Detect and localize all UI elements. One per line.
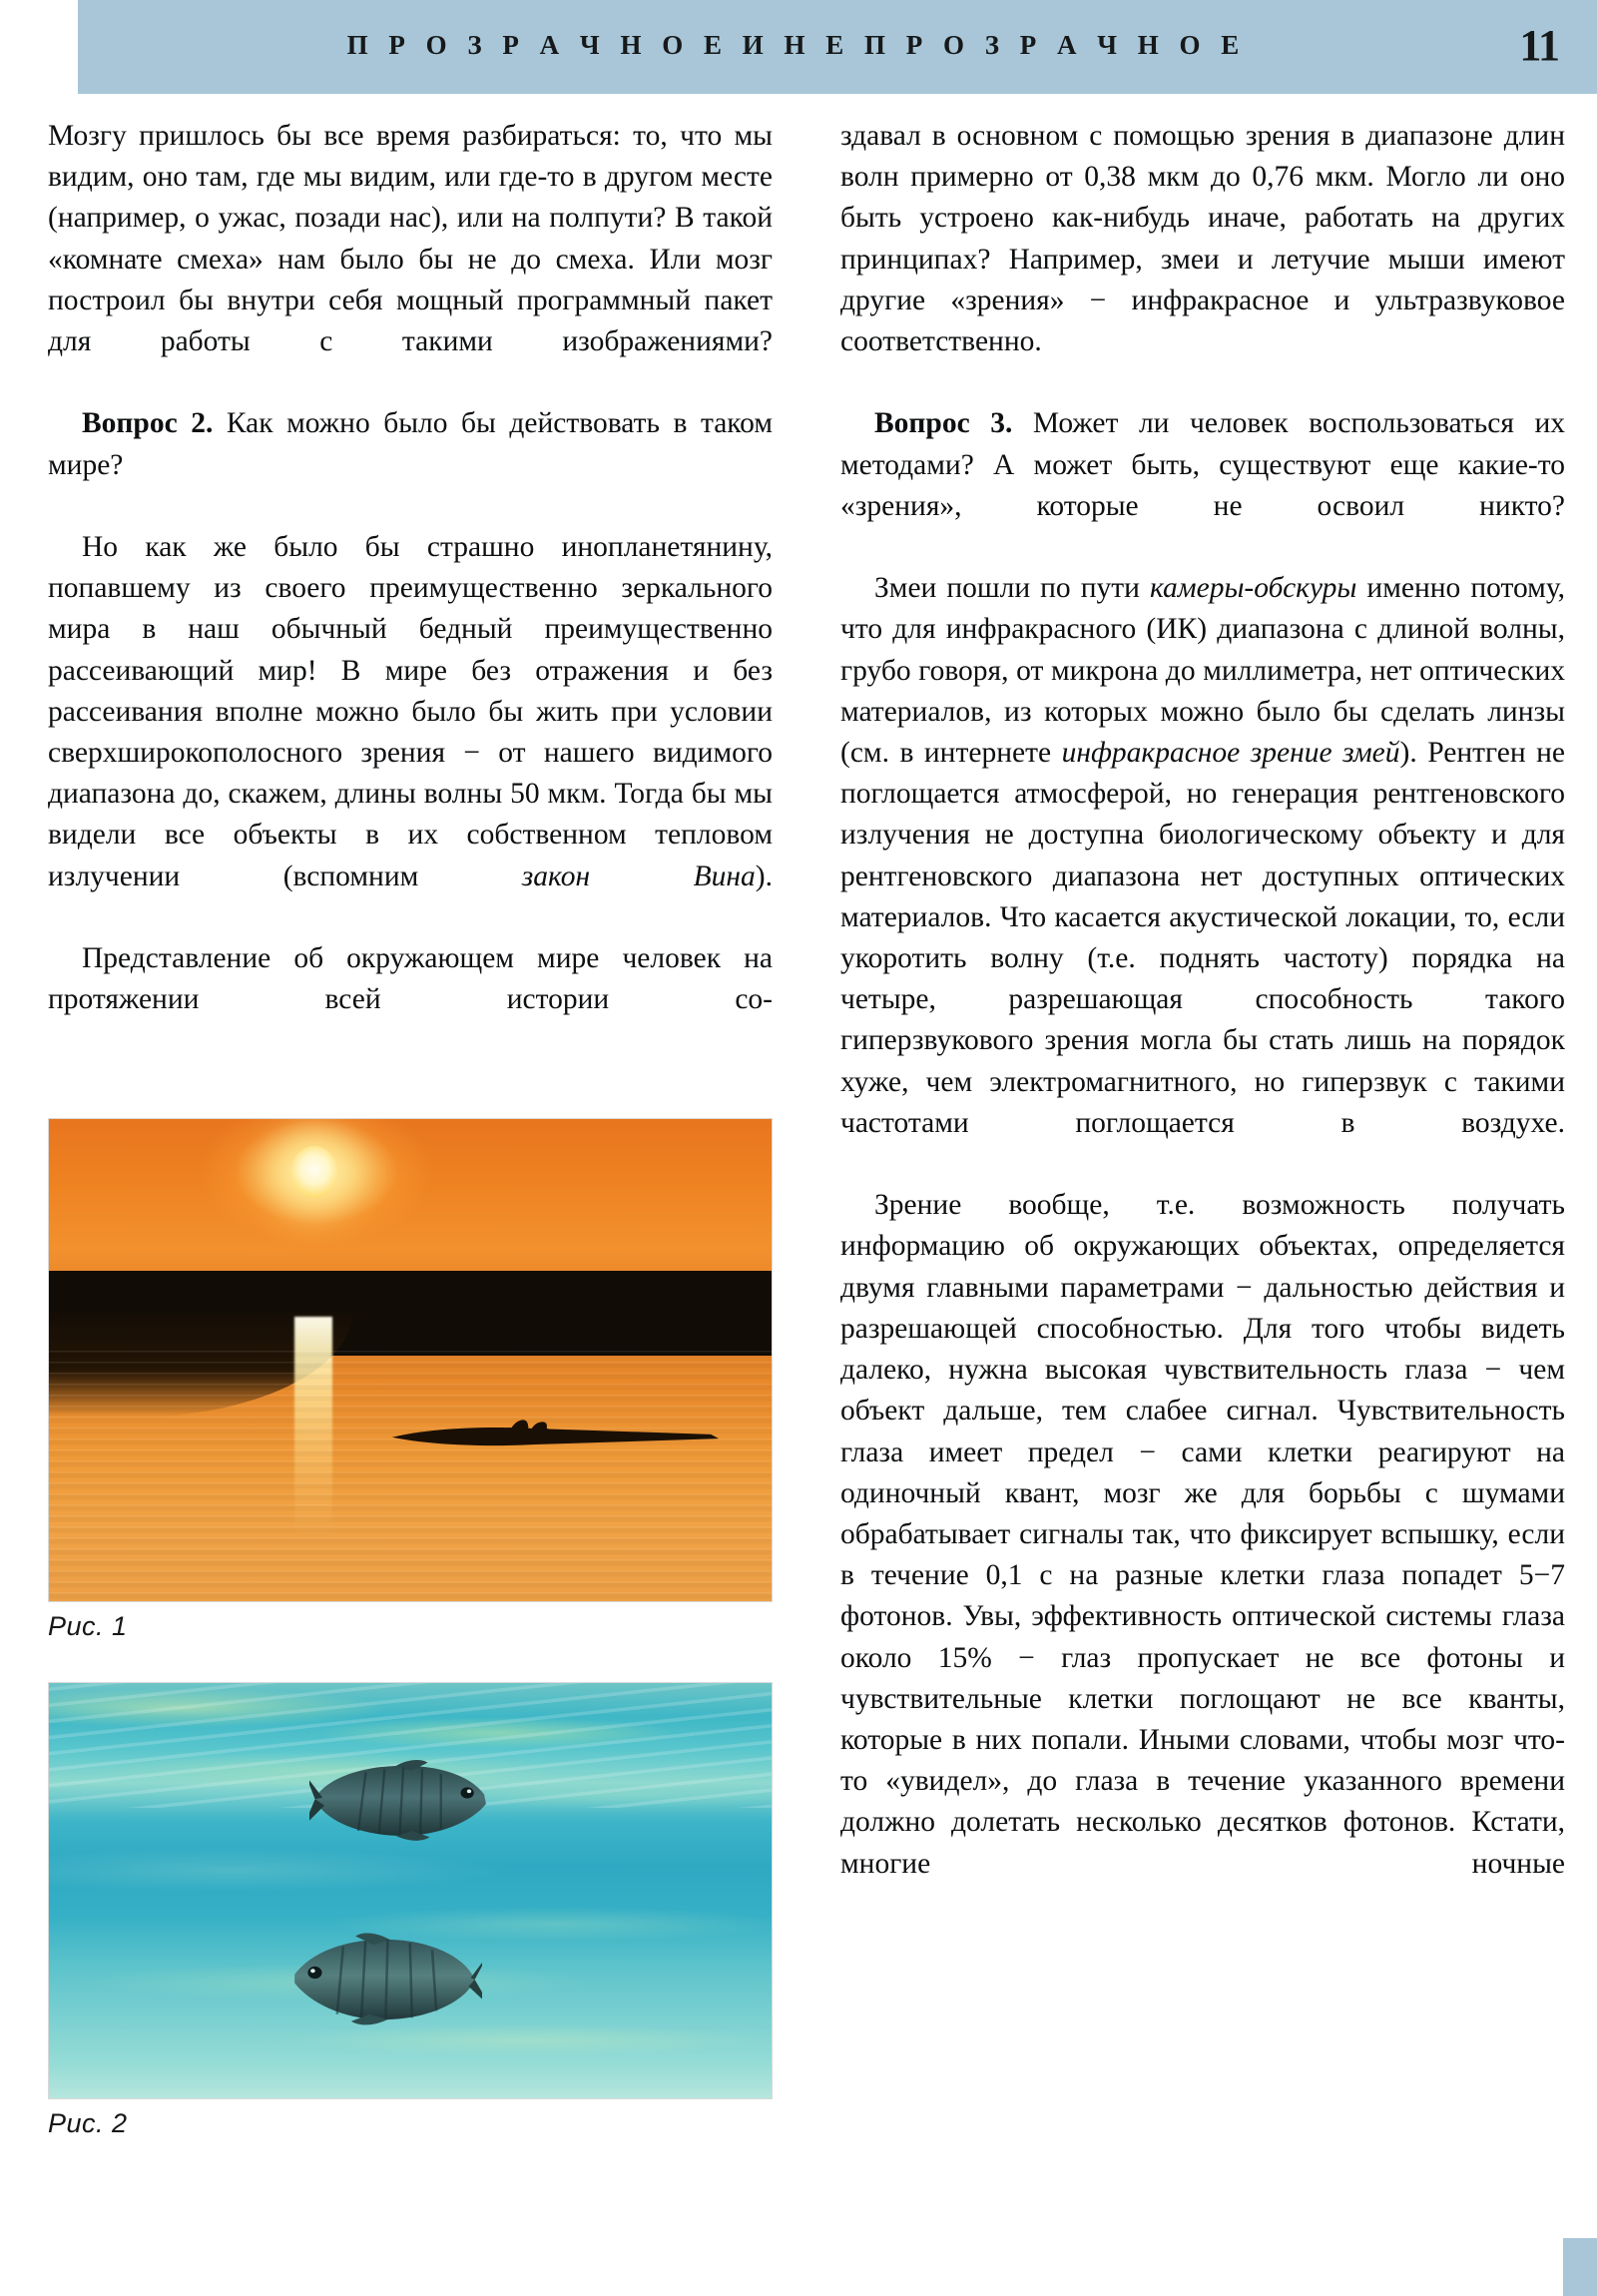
paragraph-head: Змеи пошли по пути: [874, 572, 1150, 605]
paragraph-vision-parameters: [840, 1185, 1565, 1926]
paragraph-text: Зрение вообще, т.е. возможность получать информацию об окружающих объектах, определяется двумя главными параметрами − дальностью действия и разрешающей способностью. Для того чтобы видеть далеко, нужна высокая чувствительность глаза − чем объект дальше, тем слабее сигнал. Чувствительность глаза имеет предел − сами клетки реагируют на одиночный квант, мозг же для борьбы с шумами обрабатывает сигналы так, что фиксирует вспышку, если в течение 0,1 с на разные клетки глаза попадет 5−7 фотонов. Увы, эффективность оптической системы глаза около 15% − глаз пропускает не все фотоны и чувствительные клетки поглощают не все кванты, которые в них попали. Иными словами, чтобы мозг что-то «увидел», до глаза в течение указанного времени должно долетать несколько десятков фотонов. Кстати, многие ночные: [840, 1189, 1565, 1880]
paragraph-brain-continued: [48, 116, 773, 403]
right-text-column: [840, 116, 1565, 1926]
paragraph-question-3: [840, 403, 1565, 568]
paragraph-tail: ). Рентген не поглощается атмосферой, но генерация рентгеновского излучения не доступна биологическому объекту и для рентгеновского диапазона нет доступных оптических материалов. Что касается акустической локации, то, если укоротить волну (т.е. поднять частоту) порядка на четыре, разрешающая способность такого гиперзвукового зрения могла бы стать лишь на порядок хуже, чем электромагнитного, но гиперзвук с такими частотами поглощается в воздухе.: [840, 737, 1565, 1139]
paragraph-snakes-camera-obscura: [840, 568, 1565, 1185]
paragraph-vision-range: [840, 116, 1565, 403]
sun-disc: [291, 1146, 337, 1198]
boat-silhouette: [388, 1416, 721, 1458]
paragraph-text: Представление об окружающем мире человек на протяжении всей истории со-: [48, 942, 773, 1016]
figure-2-image: [48, 1682, 773, 2099]
paragraph-text: Но как же было бы страшно инопланетянину, попавшему из своего преимущественно зеркального мира в наш обычный бедный преимущественно рассеивающий мир! В мире без отражения и без рассеивания вполне можно было бы жить при условии сверхширокополосного зрения − от нашего видимого диапазона до, скажем, длины волны 50 мкм. Тогда бы мы видели все объекты в их собственном тепловом излучении (вспомним: [48, 531, 773, 892]
question-3-label: Вопрос 3.: [874, 407, 1013, 440]
left-text-column: [48, 116, 773, 1062]
question-3-text: Может ли человек воспользоваться их методами? А может быть, существуют еще какие-то «зрения», которые не освоил никто?: [840, 407, 1565, 522]
water-ripples: [49, 1351, 772, 1601]
wien-law-italic: закон Вина: [521, 860, 756, 892]
running-head-title: П Р О З Р А Ч Н О Е И Н Е П Р О З Р А Ч Н О Е: [346, 30, 1247, 60]
figure-1-caption: Рис. 1: [48, 1611, 128, 1641]
figure-1: [48, 1118, 773, 1642]
camera-obscura-italic: камеры-обскуры: [1149, 572, 1357, 605]
fish-upper: [309, 1758, 497, 1845]
paragraph-text: здавал в основном с помощью зрения в диапазоне длин волн примерно от 0,38 мкм до 0,76 мкм. Могло ли оно быть устроено как-нибудь иначе, работать на других принципах? Например, змеи и летучие мыши имеют другие «зрения» − инфракрасное и ультразвуковое соответственно.: [840, 120, 1565, 358]
paragraph-text: Мозгу пришлось бы все время разбираться: то, что мы видим, оно там, где мы видим, или где-то в другом месте (например, о ужас, позади нас), или на полпути? В такой «комнате смеха» нам было бы не до смеха. Или мозг построил бы внутри себя мощный программный пакет для работы с такими изображениями?: [48, 120, 773, 358]
infrared-snake-vision-italic: инфракрасное зрение змей: [1061, 737, 1400, 770]
figure-2: [48, 1682, 773, 2139]
paragraph-tail: ).: [755, 860, 773, 892]
figure-1-image: [48, 1118, 773, 1602]
corner-color-mark: [1563, 2238, 1597, 2296]
paragraph-question-2: [48, 403, 773, 527]
paragraph-alien-world: [48, 527, 773, 938]
question-2-label: Вопрос 2.: [82, 407, 214, 440]
page-number: 11: [1519, 21, 1559, 70]
paragraph-mid: именно потому, что для инфракрасного (ИК) диапазона с длиной волны, грубо говоря, от микрона до миллиметра, нет оптических материалов, из которых можно было бы сделать линзы (см. в интернете: [840, 572, 1566, 770]
paragraph-perception-history: [48, 938, 773, 1062]
fish-lower: [280, 1933, 483, 2028]
figure-2-caption: Рис. 2: [48, 2108, 128, 2138]
question-2-text: Как можно было бы действовать в таком мире?: [48, 407, 773, 481]
